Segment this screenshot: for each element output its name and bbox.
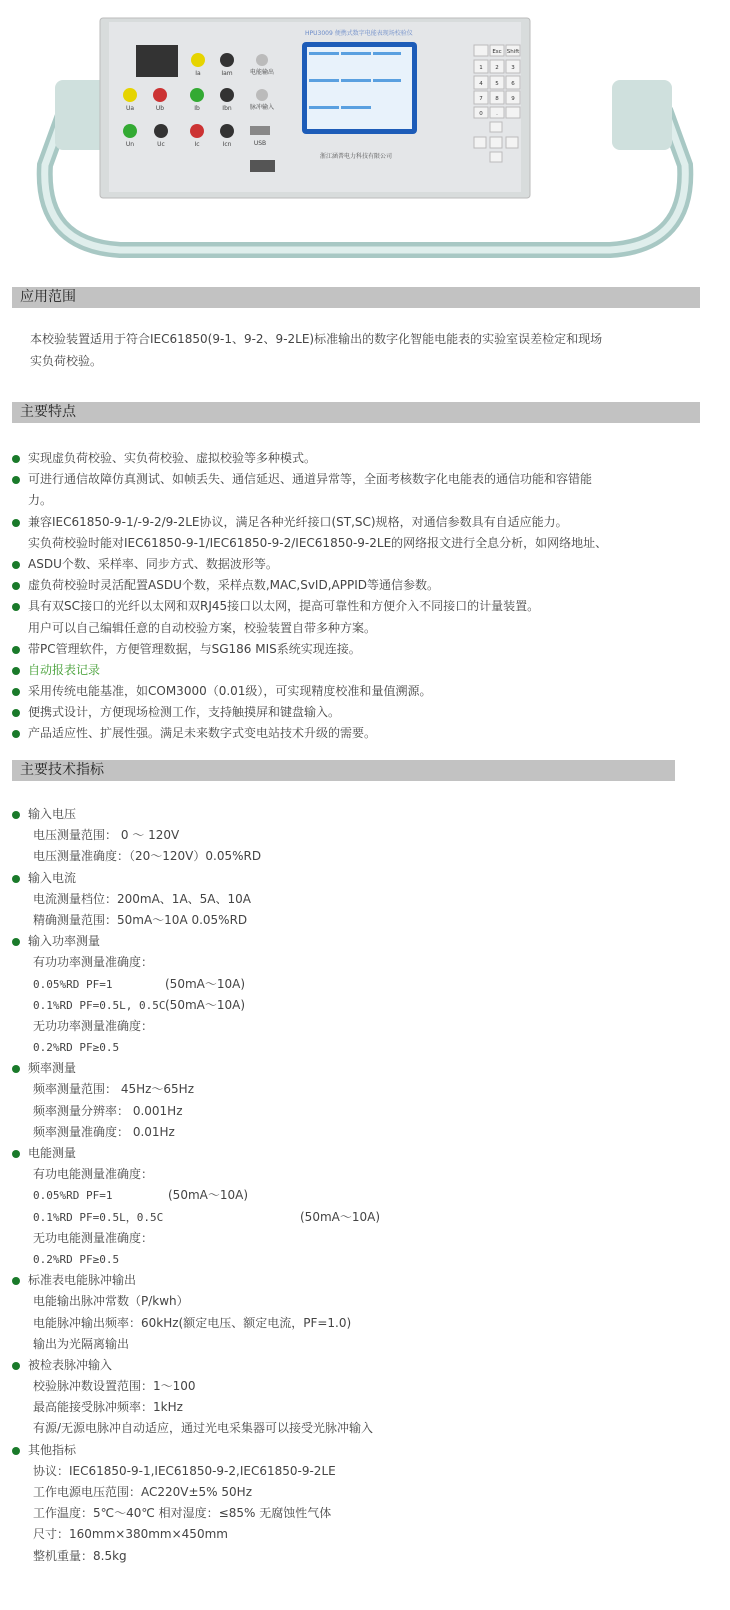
bullet-icon — [12, 1447, 20, 1455]
list-item-text: 电能脉冲输出频率：60kHz(额定电压、额定电流，PF=1.0) — [33, 1315, 352, 1330]
key-6[interactable]: 6 — [511, 81, 515, 87]
list-item-text: 具有双SC接口的光纤以太网和双RJ45接口以太网，提高可靠性和方便介入不同接口的计量装置。 — [28, 599, 540, 614]
bullet-icon — [12, 1277, 20, 1285]
list-item-text: 力。 — [28, 493, 53, 508]
list-item-text: 输入功率测量 — [28, 934, 101, 949]
range-note: (50mA～10A) — [168, 1188, 249, 1203]
key-dot[interactable]: . — [496, 111, 498, 117]
usb-label: USB — [253, 140, 267, 147]
esc-key[interactable]: Esc — [492, 49, 502, 55]
device-photo — [0, 0, 730, 265]
list-item-text: 电压测量范围： 0 ～ 120V — [33, 828, 180, 843]
pulse-output-label: 电能输出 — [249, 69, 275, 76]
list-item-text: 频率测量分辨率： 0.001Hz — [33, 1103, 183, 1118]
section-header-features: 主要特点 — [12, 402, 700, 423]
list-item-text: 输入电压 — [28, 807, 77, 821]
bullet-icon — [12, 476, 20, 484]
list-item-text: 电流测量档位：200mA、1A、5A、10A — [33, 891, 251, 906]
bullet-icon — [12, 519, 20, 527]
range-note: (50mA～10A) — [300, 1209, 381, 1224]
list-item-text: 0.05%RD PF=1 — [33, 977, 113, 991]
key-8[interactable]: 8 — [495, 96, 499, 102]
key-5[interactable]: 5 — [495, 81, 499, 87]
bullet-icon — [12, 811, 20, 819]
company-name: 浙江涵普电力科技有限公司 — [320, 153, 393, 160]
list-item-text: 精确测量范围：50mA～10A 0.05%RD — [33, 912, 248, 927]
list-item-text: 有功电能测量准确度： — [33, 1167, 154, 1182]
port-label: Icn — [222, 141, 232, 148]
bullet-icon — [12, 667, 20, 675]
port-label: Ia — [195, 70, 201, 77]
pulse-input-label: 脉冲输入 — [249, 104, 275, 111]
list-item-text: 0.1%RD PF=0.5L，0.5C — [33, 1210, 164, 1224]
list-item-text: 用户可以自己编辑任意的自动校验方案，校验装置自带多种方案。 — [28, 620, 377, 635]
key-4[interactable]: 4 — [479, 81, 483, 87]
range-note: (50mA～10A) — [165, 997, 246, 1012]
list-item-text: 频率测量范围： 45Hz～65Hz — [33, 1082, 194, 1097]
list-item-text: 尺寸：160mm×380mm×450mm — [33, 1527, 228, 1542]
key-7[interactable]: 7 — [479, 96, 483, 102]
bullet-icon — [12, 582, 20, 590]
list-item-text: 0.2%RD PF≥0.5 — [33, 1252, 120, 1266]
list-item-text: ASDU个数、采样率、同步方式、数据波形等。 — [28, 556, 278, 571]
list-item-text: 电压测量准确度：（20～120V）0.05%RD — [33, 849, 262, 864]
list-item-text: 校验脉冲数设置范围：1～100 — [33, 1379, 196, 1394]
port-label: Ub — [155, 105, 165, 112]
power-switch — [136, 45, 178, 77]
list-item-text: 频率测量准确度： 0.01Hz — [33, 1124, 175, 1139]
bullet-icon — [12, 709, 20, 717]
list-item-text: 采用传统电能基准，如COM3000（0.01级），可实现精度校准和量值溯源。 — [28, 684, 432, 699]
list-item-text: 便携式设计，方便现场检测工作，支持触摸屏和键盘输入。 — [28, 705, 341, 720]
model-title: HPU3009 便携式数字电能表现场校验仪 — [305, 30, 413, 37]
list-item-text: 产品适应性、扩展性强。满足未来数字式变电站技术升级的需要。 — [28, 726, 377, 741]
port-label: Iam — [221, 70, 233, 77]
key-1[interactable]: 1 — [479, 65, 483, 71]
list-item-text: 被检表脉冲输入 — [28, 1357, 113, 1372]
section-header-scope: 应用范围 — [12, 287, 700, 308]
list-item-text: 虚负荷校验时灵活配置ASDU个数，采样点数,MAC,SvID,APPID等通信参数。 — [28, 578, 439, 593]
bullet-icon — [12, 1362, 20, 1370]
bullet-icon — [12, 730, 20, 738]
list-item-text: 无功电能测量准确度： — [33, 1230, 154, 1245]
list-item-text: 实负荷校验时能对IEC61850-9-1/IEC61850-9-2/IEC61850-9-2LE的网络报文进行全息分析，如网络地址、 — [28, 535, 608, 550]
list-item-text: 最高能接受脉冲频率：1kHz — [33, 1400, 183, 1415]
list-item-text: 带PC管理软件，方便管理数据，与SG186 MIS系统实现连接。 — [28, 641, 361, 656]
port-label: Un — [125, 141, 135, 148]
bullet-icon — [12, 1065, 20, 1073]
scope-line: 实负荷校验。 — [30, 354, 103, 368]
port-label: Ic — [194, 141, 200, 148]
list-item-text: 工作电源电压范围：AC220V±5% 50Hz — [33, 1485, 252, 1499]
scope-paragraph — [30, 328, 630, 372]
key-2[interactable]: 2 — [495, 65, 499, 71]
port-label: Uc — [157, 141, 165, 148]
list-item-text: 电能输出脉冲常数（P/kwh） — [33, 1294, 189, 1309]
list-item-text: 有功功率测量准确度： — [33, 955, 154, 970]
list-item-text: 频率测量 — [28, 1061, 77, 1076]
key-3[interactable]: 3 — [511, 65, 515, 71]
list-item-text: 标准表电能脉冲输出 — [28, 1273, 137, 1288]
list-item-text: 协议：IEC61850-9-1,IEC61850-9-2,IEC61850-9-2LE — [33, 1463, 336, 1478]
port-label: Ua — [125, 105, 135, 112]
keypad[interactable] — [474, 45, 520, 162]
list-item-text: 无功功率测量准确度： — [33, 1018, 154, 1033]
bullet-icon — [12, 455, 20, 463]
key-0[interactable]: 0 — [479, 111, 483, 117]
bullet-icon — [12, 1150, 20, 1158]
list-item-text: 实现虚负荷校验、实负荷校验、虚拟校验等多种模式。 — [28, 451, 317, 465]
shift-key[interactable]: Shift — [506, 49, 520, 55]
list-item-text: 兼容IEC61850-9-1/-9-2/9-2LE协议，满足各种光纤接口(ST,SC)规格，对通信参数具有自适应能力。 — [28, 514, 568, 529]
list-item-text: 工作温度：5℃～40℃ 相对湿度：≤85% 无腐蚀性气体 — [33, 1506, 332, 1521]
list-item-text: 可进行通信故障仿真测试、如帧丢失、通信延迟、通道异常等，全面考核数字化电能表的通信功能和容错能 — [28, 472, 593, 487]
list-item-text: 0.2%RD PF≥0.5 — [33, 1041, 120, 1055]
list-item-text: 输出为光隔离输出 — [33, 1336, 130, 1351]
bullet-icon — [12, 646, 20, 654]
list-item-text: 其他指标 — [28, 1442, 77, 1457]
bullet-icon — [12, 875, 20, 883]
list-item-text: 自动报表记录 — [28, 662, 101, 677]
bullet-icon — [12, 688, 20, 696]
list-item-text: 输入电流 — [28, 870, 77, 885]
list-item-text: 整机重量：8.5kg — [33, 1548, 127, 1563]
list-item-text: 电能测量 — [28, 1146, 77, 1160]
handle-hinge-right — [612, 80, 672, 150]
scope-line: 本校验装置适用于符合IEC61850(9-1、9-2、9-2LE)标准输出的数字化智能电能表的实验室误差检定和现场 — [30, 332, 603, 346]
port-label: Ib — [194, 105, 200, 112]
port-label: Ibn — [222, 105, 232, 112]
list-item-text: 0.05%RD PF=1 — [33, 1189, 113, 1203]
bullet-icon — [12, 603, 20, 611]
list-item-text: 0.1%RD PF=0.5L, 0.5C — [33, 998, 166, 1012]
section-header-specs: 主要技术指标 — [12, 760, 675, 781]
key-9[interactable]: 9 — [511, 96, 515, 102]
range-note: (50mA～10A) — [165, 976, 246, 991]
bullet-icon — [12, 938, 20, 946]
list-item-text: 有源/无源电脉冲自动适应，通过光电采集器可以接受光脉冲输入 — [33, 1421, 374, 1436]
bullet-icon — [12, 561, 20, 569]
